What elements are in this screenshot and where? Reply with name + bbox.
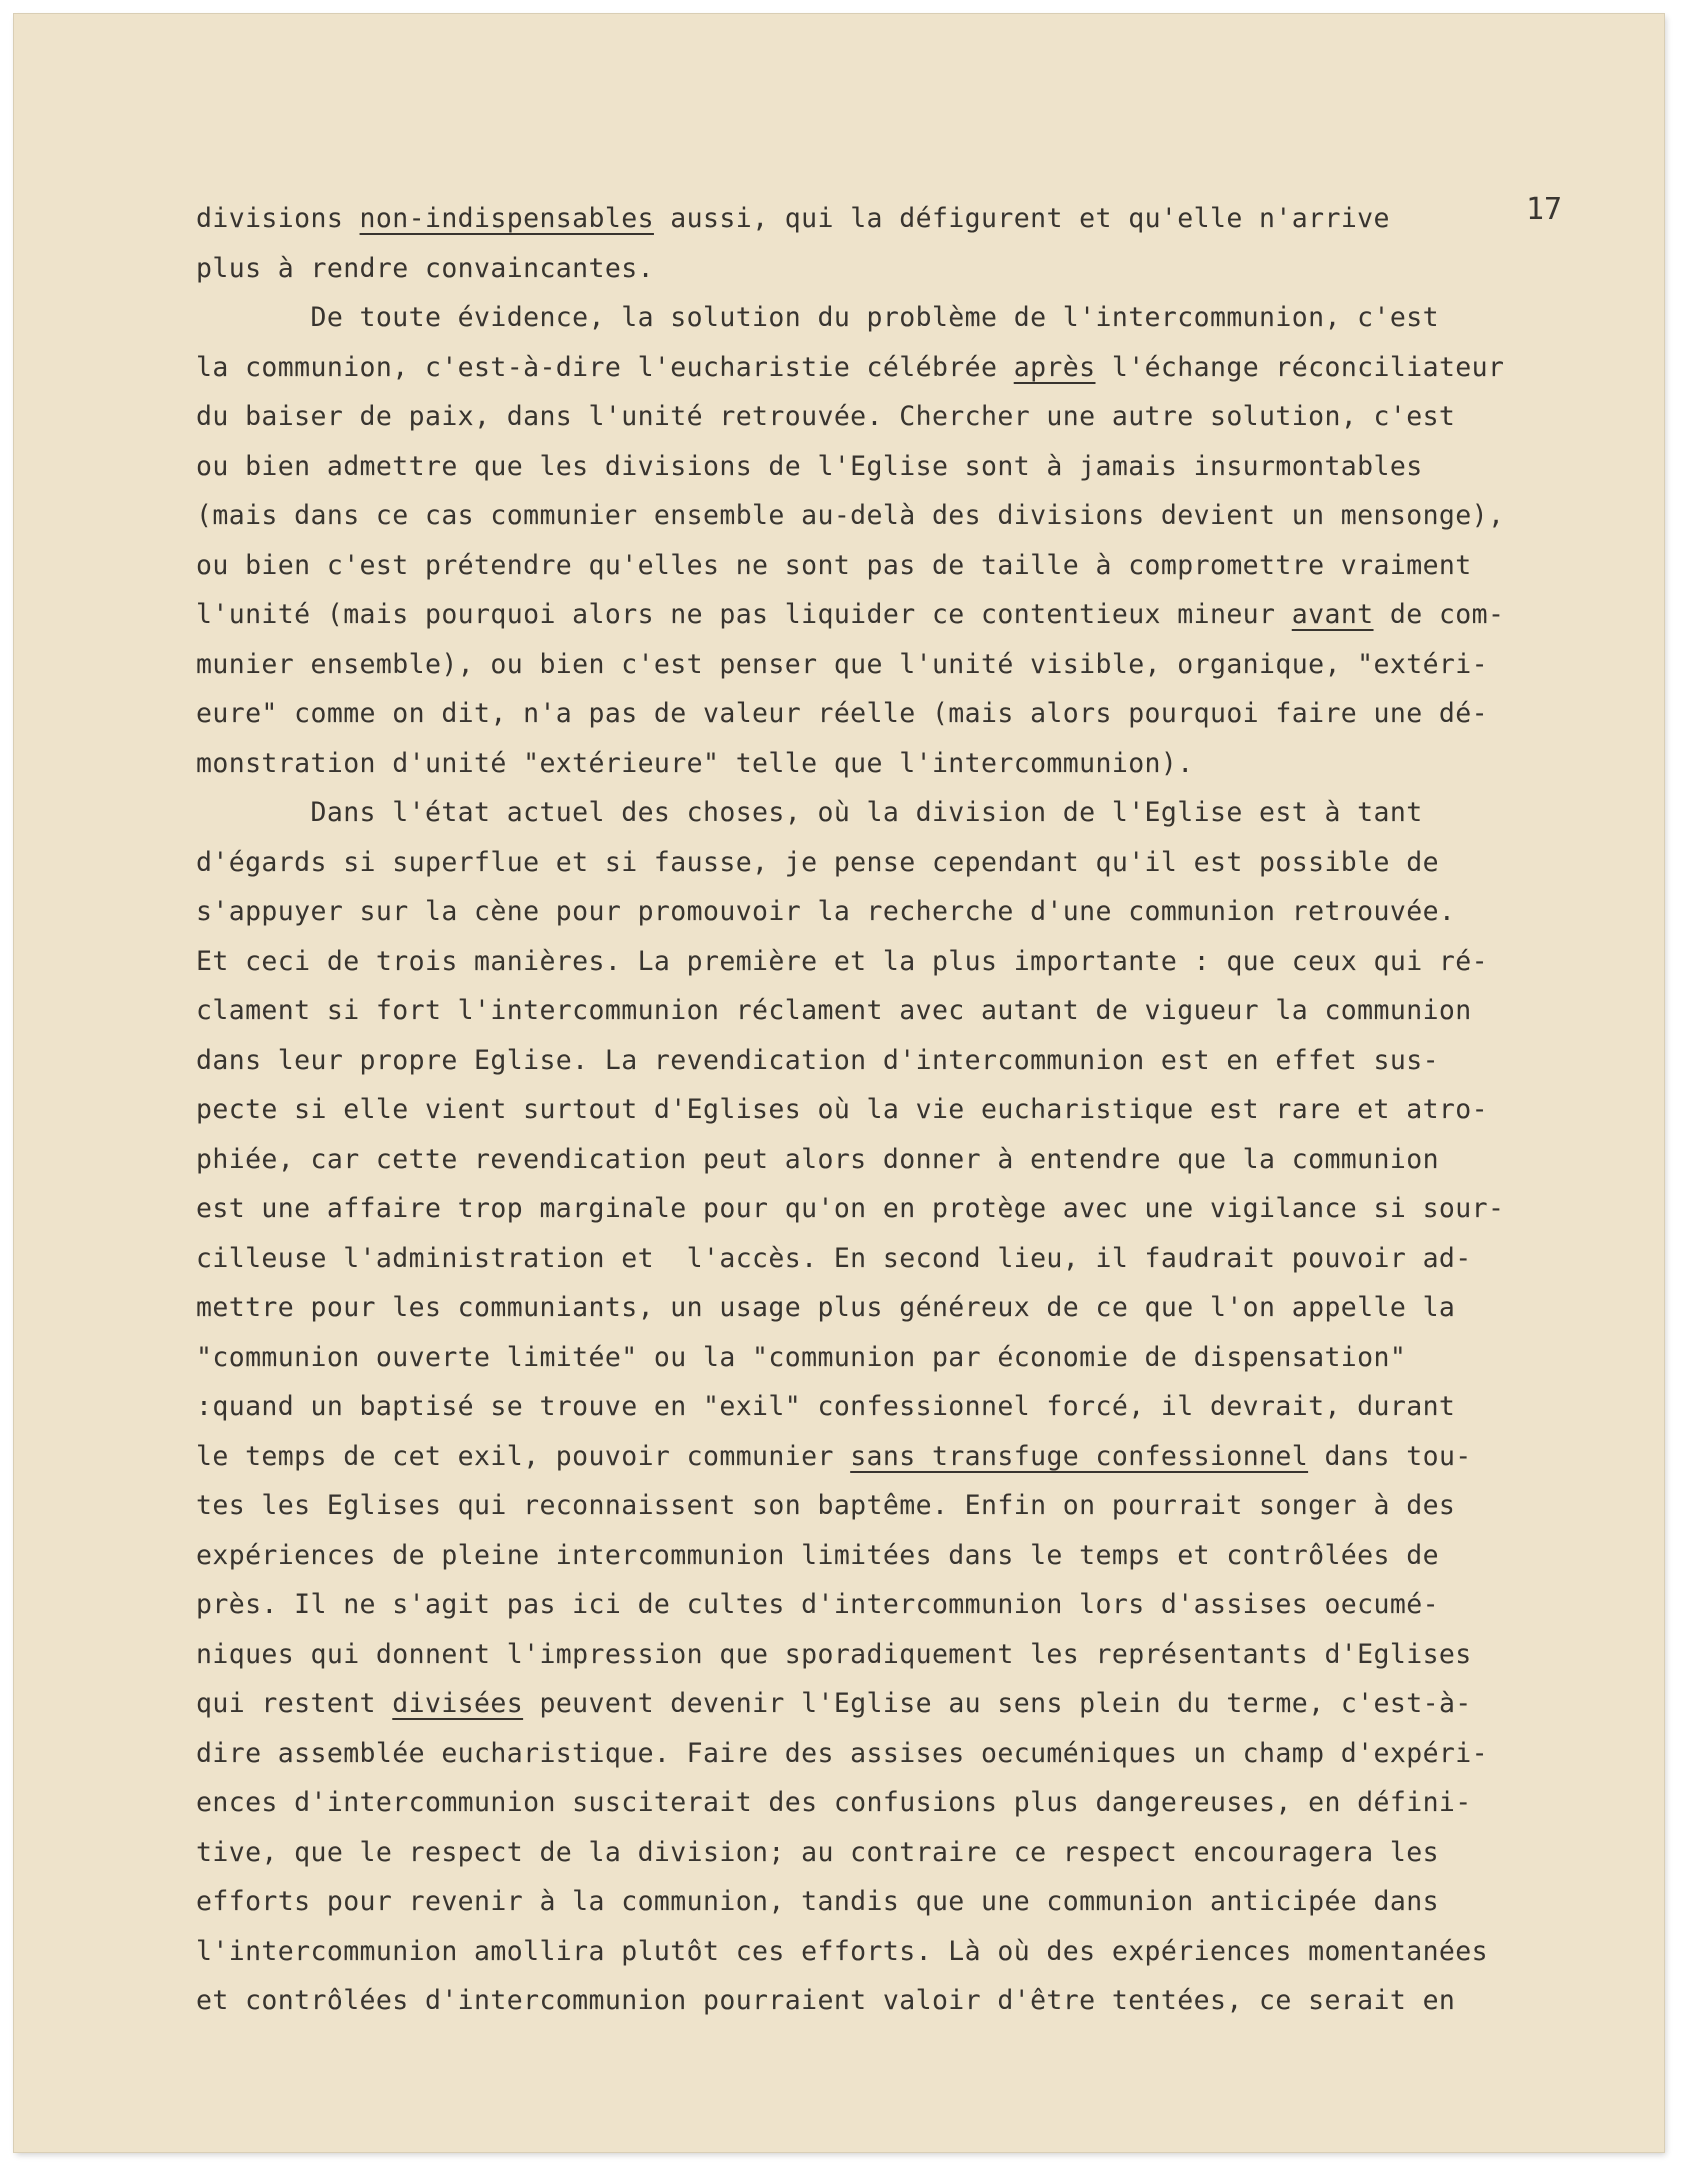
text-line (196, 343, 1616, 393)
page-number: 17 (1526, 192, 1563, 227)
text-line (196, 442, 1616, 492)
text-line (196, 887, 1616, 937)
text-run: plus à rendre convaincantes. (196, 252, 654, 284)
text-run: la communion, c'est-à-dire l'eucharistie célébrée (196, 351, 1014, 383)
text-line (196, 1927, 1616, 1977)
text-line (196, 1630, 1616, 1680)
text-line (196, 1432, 1616, 1482)
text-run: ences d'intercommunion susciterait des confusions plus dangereuses, en défini- (196, 1787, 1472, 1818)
text-run: aussi, qui la défigurent et qu'elle n'arrive (653, 203, 1390, 234)
text-run: tive, que le respect de la division; au contraire ce respect encouragera les (196, 1836, 1439, 1868)
text-run: l'unité (mais pourquoi alors ne pas liquider ce contentieux mineur (196, 599, 1292, 630)
underlined-phrase: sans transfuge confessionnel (850, 1440, 1309, 1472)
text-run: eure" comme on dit, n'a pas de valeur réelle (mais alors pourquoi faire une dé- (196, 698, 1488, 729)
text-line (196, 293, 1616, 343)
text-line (196, 1976, 1616, 2026)
text-run: du baiser de paix, dans l'unité retrouvée. Chercher une autre solution, c'est (196, 401, 1456, 432)
text-line (196, 194, 1616, 244)
text-run: pecte si elle vient surtout d'Eglises où la vie eucharistique est rare et atro- (196, 1094, 1488, 1125)
text-run: d'égards si superflue et si fausse, je pense cependant qu'il est possible de (196, 846, 1439, 878)
text-line (196, 541, 1616, 591)
text-run: ou bien c'est prétendre qu'elles ne sont pas de taille à compromettre vraiment (196, 549, 1472, 581)
text-line (196, 937, 1616, 987)
text-line (196, 1036, 1616, 1086)
text-run: dans tou- (1308, 1440, 1472, 1472)
text-line (196, 1135, 1616, 1185)
typewritten-page (14, 14, 1664, 2152)
text-run: mettre pour les communiants, un usage plus généreux de ce que l'on appelle la (196, 1292, 1456, 1323)
text-run: qui restent (196, 1688, 393, 1719)
text-line (196, 1234, 1616, 1284)
underlined-phrase: non-indispensables (359, 203, 654, 234)
text-run: l'échange réconciliateur (1095, 351, 1505, 383)
underlined-phrase: après (1013, 351, 1096, 383)
underlined-phrase: divisées (392, 1688, 524, 1719)
text-line (196, 392, 1616, 442)
text-line (196, 739, 1616, 789)
text-line (196, 1085, 1616, 1135)
text-run: (mais dans ce cas communier ensemble au-delà des divisions devient un mensonge), (196, 500, 1505, 531)
text-run: :quand un baptisé se trouve en "exil" confessionnel forcé, il devrait, durant (196, 1391, 1456, 1422)
underlined-phrase: avant (1291, 599, 1374, 630)
text-run: s'appuyer sur la cène pour promouvoir la recherche d'une communion retrouvée. (196, 896, 1456, 927)
text-line (196, 1580, 1616, 1630)
text-line (196, 244, 1616, 294)
text-run: Et ceci de trois manières. La première et la plus importante : que ceux qui ré- (196, 945, 1488, 977)
text-run: cilleuse l'administration et l'accès. En second lieu, il faudrait pouvoir ad- (196, 1242, 1472, 1274)
text-line (196, 1828, 1616, 1878)
text-line (196, 1778, 1616, 1828)
text-line (196, 788, 1616, 838)
text-run: peuvent devenir l'Eglise au sens plein du terme, c'est-à- (523, 1688, 1472, 1719)
text-run: "communion ouverte limitée" ou la "communion par économie de dispensation" (196, 1341, 1407, 1373)
text-line (196, 1877, 1616, 1927)
text-line (196, 1333, 1616, 1383)
text-run: tes les Eglises qui reconnaissent son baptême. Enfin on pourrait songer à des (196, 1490, 1456, 1521)
text-run: expériences de pleine intercommunion limitées dans le temps et contrôlées de (196, 1539, 1439, 1571)
text-run: et contrôlées d'intercommunion pourraient valoir d'être tentées, ce serait en (196, 1985, 1456, 2016)
text-line (196, 986, 1616, 1036)
text-run: de com- (1373, 599, 1505, 630)
text-run: l'intercommunion amollira plutôt ces efforts. Là où des expériences momentanées (196, 1935, 1488, 1967)
text-line (196, 590, 1616, 640)
text-line (196, 1729, 1616, 1779)
text-run: divisions (196, 203, 360, 234)
text-run: est une affaire trop marginale pour qu'on en protège avec une vigilance si sour- (196, 1193, 1505, 1224)
text-run: phiée, car cette revendication peut alors donner à entendre que la communion (196, 1143, 1439, 1175)
text-line (196, 1481, 1616, 1531)
text-line (196, 689, 1616, 739)
text-line (196, 491, 1616, 541)
text-line (196, 1382, 1616, 1432)
text-run: niques qui donnent l'impression que sporadiquement les représentants d'Eglises (196, 1638, 1472, 1670)
text-line (196, 640, 1616, 690)
text-run: ou bien admettre que les divisions de l'Eglise sont à jamais insurmontables (196, 450, 1423, 482)
text-line (196, 1531, 1616, 1581)
text-run: munier ensemble), ou bien c'est penser que l'unité visible, organique, "extéri- (196, 648, 1488, 680)
text-run: dire assemblée eucharistique. Faire des assises oecuméniques un champ d'expéri- (196, 1737, 1488, 1769)
text-run: monstration d'unité "extérieure" telle que l'intercommunion). (196, 747, 1194, 779)
text-run: le temps de cet exil, pouvoir communier (196, 1440, 851, 1472)
body-text (196, 194, 1616, 2026)
text-run: dans leur propre Eglise. La revendication d'intercommunion est en effet sus- (196, 1044, 1439, 1076)
text-run: Dans l'état actuel des choses, où la division de l'Eglise est à tant (196, 797, 1423, 828)
text-run: clament si fort l'intercommunion réclament avec autant de vigueur la communion (196, 995, 1472, 1026)
text-line (196, 1283, 1616, 1333)
text-run: efforts pour revenir à la communion, tandis que une communion anticipée dans (196, 1886, 1439, 1917)
text-line (196, 838, 1616, 888)
text-run: De toute évidence, la solution du problème de l'intercommunion, c'est (196, 302, 1439, 333)
text-line (196, 1679, 1616, 1729)
text-line (196, 1184, 1616, 1234)
text-run: près. Il ne s'agit pas ici de cultes d'intercommunion lors d'assises oecumé- (196, 1589, 1439, 1620)
